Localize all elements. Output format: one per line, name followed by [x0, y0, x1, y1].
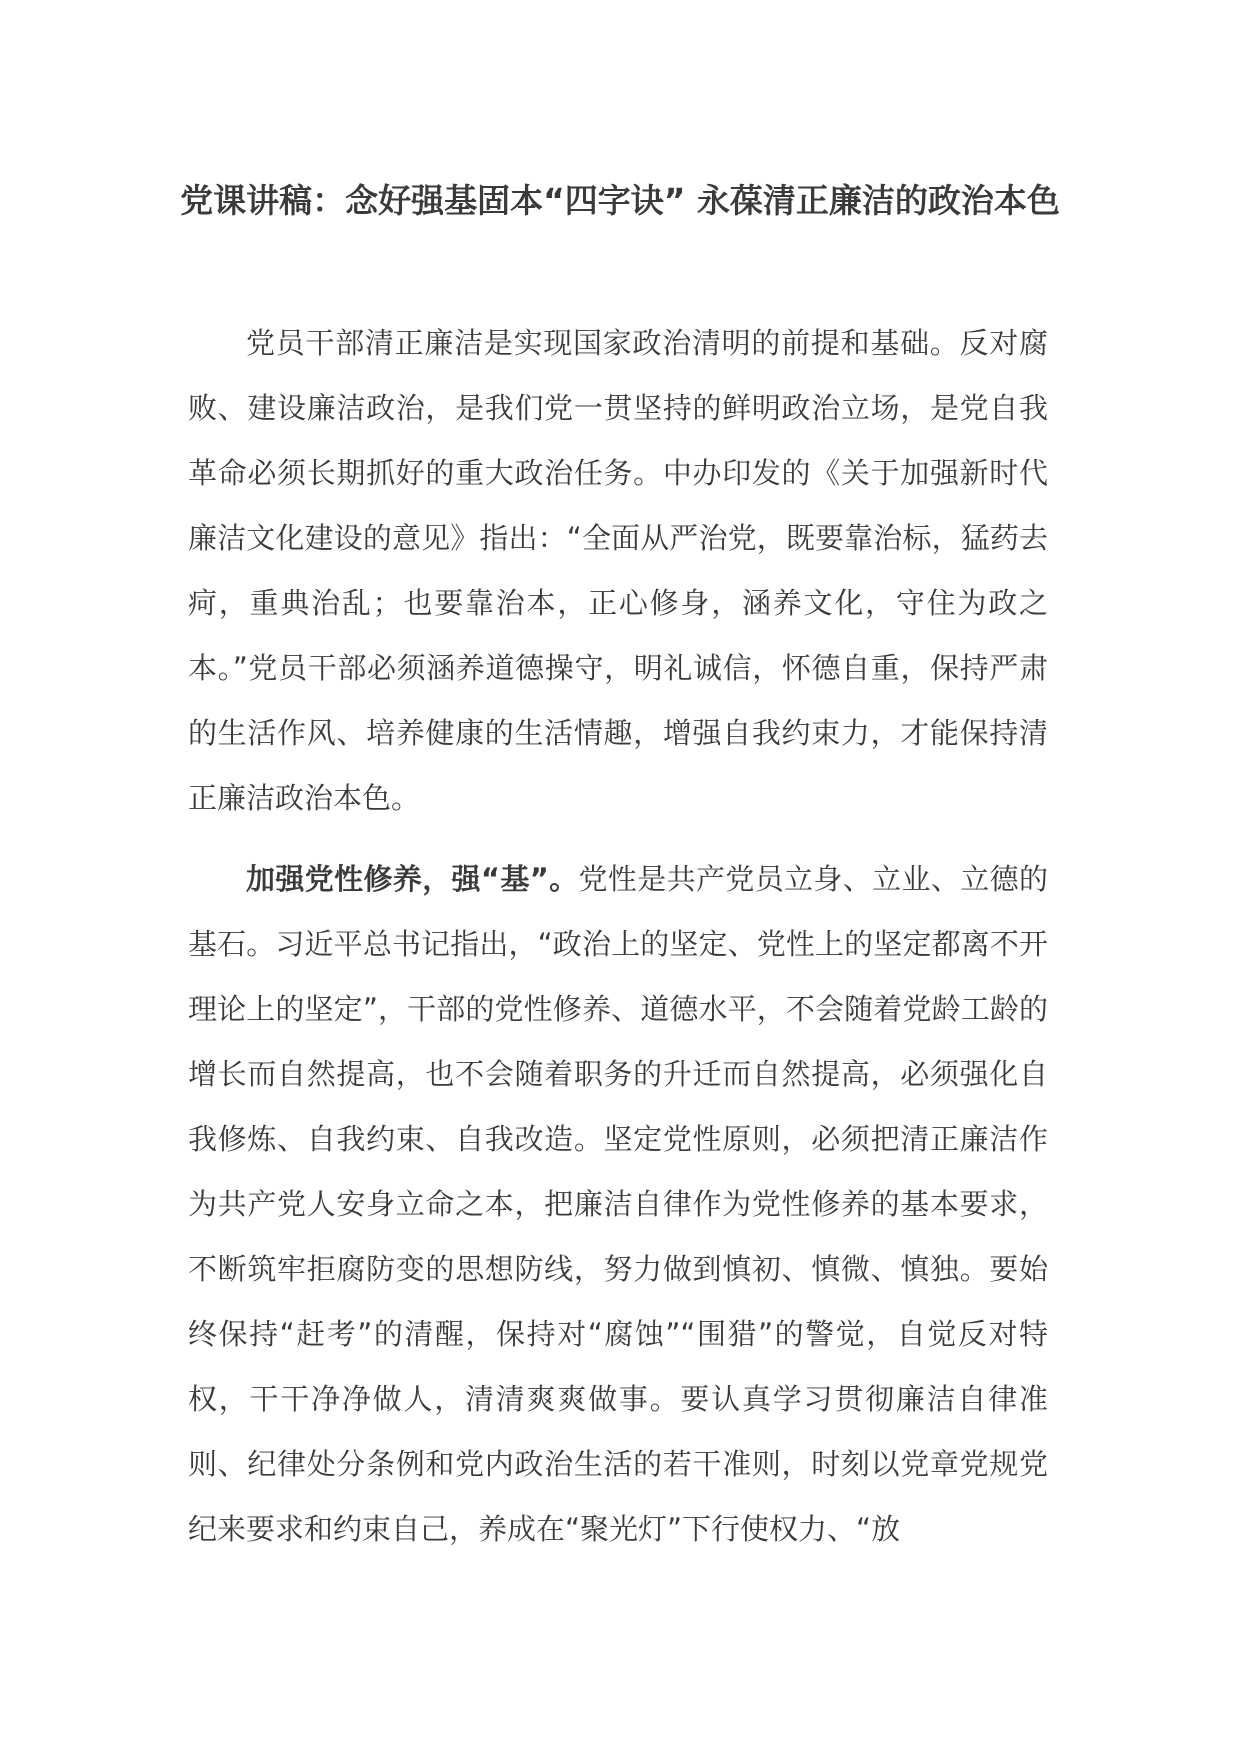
- paragraph-lead-heading: 加强党性修养，强“基”。: [246, 862, 579, 896]
- paragraph-strengthen-base: [188, 847, 1048, 1562]
- document-title: 党课讲稿：念好强基固本“四字诀” 永葆清正廉洁的政治本色: [180, 181, 1060, 220]
- paragraph-body: 党性是共产党员立身、立业、立德的基石。习近平总书记指出，“政治上的坚定、党性上的坚定都离不开理论上的坚定”，干部的党性修养、道德水平，不会随着党龄工龄的增长而自然提高，也不会随着职务的升迁而自然提高，必须强化自我修炼、自我约束、自我改造。坚定党性原则，必须把清正廉洁作为共产党人安身立命之本，把廉洁自律作为党性修养的基本要求，不断筑牢拒腐防变的思想防线，努力做到慎初、慎微、慎独。要始终保持“赶考”的清醒，保持对“腐蚀”“围猎”的警觉，自觉反对特权，干干净净做人，清清爽爽做事。要认真学习贯彻廉洁自律准则、纪律处分条例和党内政治生活的若干准则，时刻以党章党规党纪来要求和约束自己，养成在“聚光灯”下行使权力、“放: [188, 862, 1048, 1546]
- paragraph-intro: 党员干部清正廉洁是实现国家政治清明的前提和基础。反对腐败、建设廉洁政治，是我们党一贯坚持的鲜明政治立场，是党自我革命必须长期抓好的重大政治任务。中办印发的《关于加强新时代廉洁文化建设的意见》指出：“全面从严治党，既要靠治标，猛药去疴，重典治乱；也要靠治本，正心修身，涵养文化，守住为政之本。”党员干部必须涵养道德操守，明礼诚信，怀德自重，保持严肃的生活作风、培养健康的生活情趣，增强自我约束力，才能保持清正廉洁政治本色。: [188, 326, 1048, 815]
